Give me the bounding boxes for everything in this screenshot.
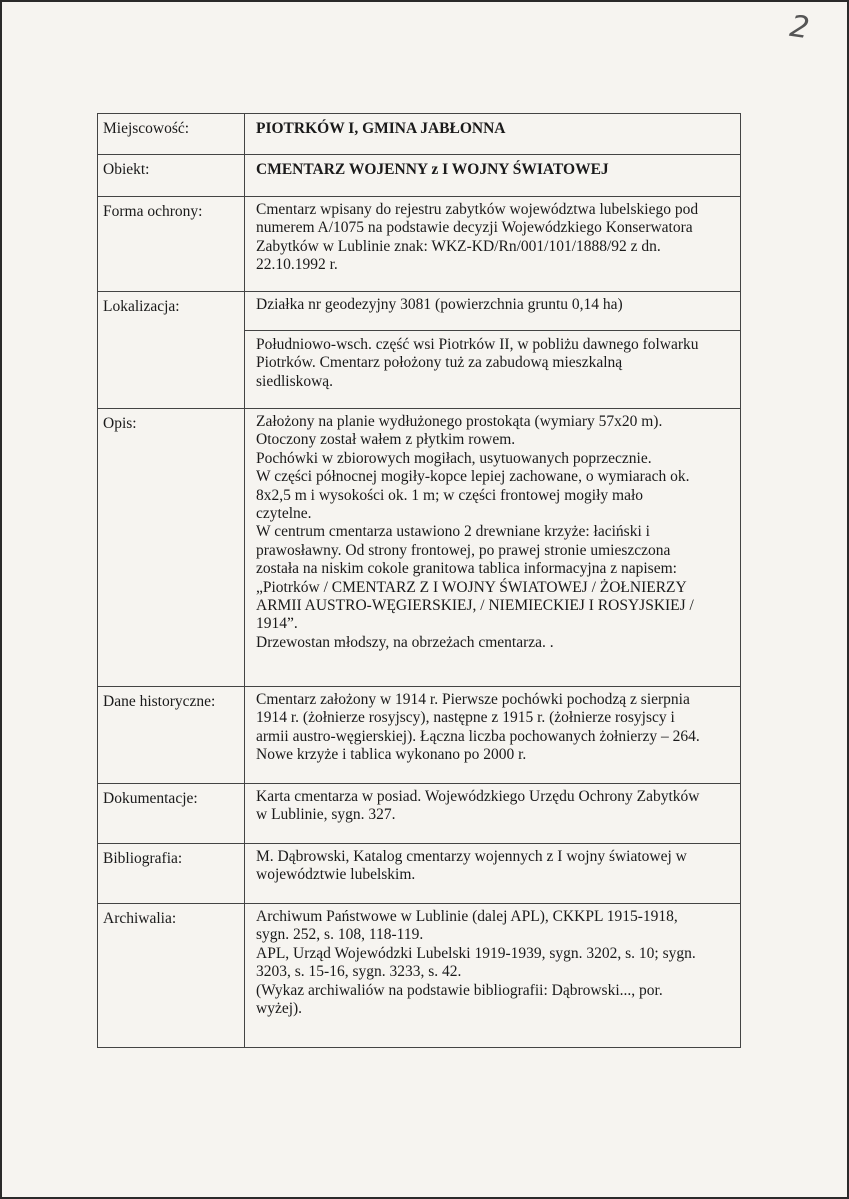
row-opis	[98, 409, 740, 687]
text-line: APL, Urząd Wojewódzki Lubelski 1919-1939, sygn. 3202, s. 10; sygn.	[256, 944, 696, 962]
text-line: Drzewostan młodszy, na obrzeżach cmentarza. .	[256, 633, 554, 651]
row-label: Forma ochrony:	[98, 197, 245, 291]
text-line: województwie lubelskim.	[256, 866, 416, 884]
text-line: prawosławny. Od strony frontowej, po prawej stronie umieszczona	[256, 541, 671, 559]
text-line: Karta cmentarza w posiad. Wojewódzkiego Urzędu Ochrony Zabytków	[256, 788, 700, 805]
row-label: Lokalizacja:	[98, 292, 245, 408]
text-line: Założony na planie wydłużonego prostokąta (wymiary 57x20 m).	[256, 413, 663, 430]
row-archiwalia	[98, 904, 740, 1047]
text-line: Cmentarz wpisany do rejestru zabytków województwa lubelskiego pod	[256, 201, 699, 218]
record-table	[97, 113, 741, 1048]
row-divider	[245, 330, 740, 331]
text-line: W części północnej mogiły-kopce lepiej zachowane, o wymiarach ok.	[256, 468, 690, 486]
page-number: 2	[787, 8, 812, 47]
row-dane-historyczne	[98, 687, 740, 784]
text-line: czytelne.	[256, 505, 312, 523]
row-label: Bibliografia:	[98, 844, 245, 903]
text-line: (Wykaz archiwaliów na podstawie bibliografii: Dąbrowski..., por.	[256, 981, 663, 999]
row-value	[245, 197, 740, 291]
row-label: Obiekt:	[98, 155, 245, 196]
text-line: wyżej).	[256, 1000, 303, 1018]
row-label: Dane historyczne:	[98, 687, 245, 783]
text-line: Cmentarz założony w 1914 r. Pierwsze pochówki pochodzą z sierpnia	[256, 691, 690, 708]
text-line: numerem A/1075 na podstawie decyzji Wojewódzkiego Konserwatora	[256, 219, 693, 237]
text-line: M. Dąbrowski, Katalog cmentarzy wojennych z I wojny światowej w	[256, 848, 687, 865]
text-line: 1914”.	[256, 615, 298, 633]
row-dokumentacje	[98, 784, 740, 844]
row-value	[245, 784, 740, 843]
row-label: Miejscowość:	[98, 114, 245, 154]
row-label: Dokumentacje:	[98, 784, 245, 843]
text-line: Zabytków w Lublinie znak: WKZ-KD/Rn/001/101/1888/92 z dn.	[256, 237, 661, 255]
row-forma-ochrony	[98, 197, 740, 292]
text-line: Nowe krzyże i tablica wykonano po 2000 r.	[256, 746, 527, 764]
row-value	[245, 409, 740, 686]
row-obiekt	[98, 155, 740, 197]
row-value	[245, 904, 740, 1047]
row-value	[245, 844, 740, 903]
text-line: 22.10.1992 r.	[256, 256, 338, 274]
text-line: w Lublinie, sygn. 327.	[256, 806, 396, 824]
text-line: Działka nr geodezyjny 3081 (powierzchnia gruntu 0,14 ha)	[256, 296, 623, 313]
text-line: 1914 r. (żołnierze rosyjscy), następne z 1915 r. (żołnierze rosyjscy i	[256, 709, 675, 727]
row-value: CMENTARZ WOJENNY z I WOJNY ŚWIATOWEJ	[256, 161, 609, 178]
text-line: „Piotrków / CMENTARZ Z I WOJNY ŚWIATOWEJ / ŻOŁNIERZY	[256, 578, 687, 596]
text-line: Południowo-wsch. część wsi Piotrków II, w pobliżu dawnego folwarku	[256, 336, 699, 353]
text-line: Otoczony został wałem z płytkim rowem.	[256, 431, 516, 449]
text-line: 8x2,5 m i wysokości ok. 1 m; w części frontowej mogiły mało	[256, 486, 644, 504]
text-line: W centrum cmentarza ustawiono 2 drewniane krzyże: łaciński i	[256, 523, 650, 541]
text-line: ARMII AUSTRO-WĘGIERSKIEJ, / NIEMIECKIEJ I ROSYJSKIEJ /	[256, 597, 694, 615]
text-line: Archiwum Państwowe w Lublinie (dalej APL), CKKPL 1915-1918,	[256, 908, 678, 925]
text-line: armii austro-węgierskiej). Łączna liczba pochowanych żołnierzy – 264.	[256, 727, 700, 745]
row-value	[245, 687, 740, 783]
row-value	[245, 332, 740, 408]
text-line: sygn. 252, s. 108, 118-119.	[256, 926, 424, 944]
row-miejscowosc	[98, 114, 740, 155]
text-line: siedliskową.	[256, 372, 334, 390]
row-lokalizacja	[98, 292, 740, 409]
text-line: Pochówki w zbiorowych mogiłach, usytuowanych poprzecznie.	[256, 449, 652, 467]
row-label: Opis:	[98, 409, 245, 686]
text-line: została na niskim cokole granitowa tablica informacyjna z napisem:	[256, 560, 677, 578]
text-line: 3203, s. 15-16, sygn. 3233, s. 42.	[256, 963, 462, 981]
row-value-top	[245, 292, 740, 330]
row-bibliografia	[98, 844, 740, 904]
row-value: PIOTRKÓW I, GMINA JABŁONNA	[256, 120, 506, 137]
text-line: Piotrków. Cmentarz położony tuż za zabudową mieszkalną	[256, 354, 623, 372]
row-label: Archiwalia:	[98, 904, 245, 1047]
